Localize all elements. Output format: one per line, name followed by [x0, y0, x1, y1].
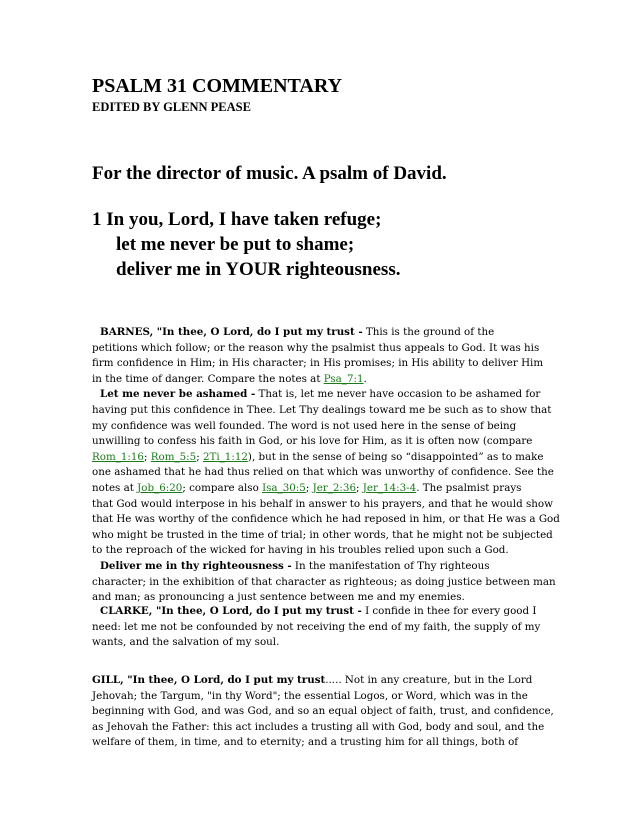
gill-text: ..... Not in any creature, but in the Lord [325, 674, 533, 686]
barnes-text: ; compare also [182, 481, 263, 494]
barnes-text: . [363, 372, 367, 385]
verse-line-2: let me never be put to shame; [116, 234, 355, 255]
separator: ; [144, 450, 151, 463]
barnes-line: firm confidence in Him; in His character; in His promises; in His ability to deliver Him [92, 357, 544, 370]
clarke-line: wants, and the salvation of my soul. [92, 636, 280, 649]
scripture-link-rom-1-16[interactable]: Rom_1:16 [92, 450, 144, 463]
barnes-line [92, 325, 552, 341]
scripture-link-jer-2-36[interactable]: Jer_2:36 [312, 481, 356, 494]
gill-label: GILL, "In thee, O Lord, do I put my trust [92, 674, 326, 686]
barnes-line: my confidence was well founded. The word is not used here in the sense of being [92, 419, 517, 432]
scripture-link-rom-5-5[interactable]: Rom_5:5 [150, 450, 197, 463]
gill-line [92, 673, 552, 689]
barnes-text: That is, let me never have occasion to be ashamed for [255, 388, 541, 401]
separator: ; [305, 481, 313, 494]
gill-line: welfare of them, in time, and to eternity; and a trusting him for all things, both of [92, 736, 519, 749]
barnes-line: petitions which follow; or the reason why the psalmist thus appeals to God. It was his [92, 341, 540, 354]
barnes-line [92, 372, 552, 388]
document-subtitle: EDITED BY GLENN PEASE [92, 100, 251, 114]
scripture-link-jer-14-3-4[interactable]: Jer_14:3-4 [362, 481, 417, 494]
separator: ; [196, 450, 203, 463]
verse-line-1: 1 In you, Lord, I have taken refuge; [92, 209, 382, 230]
clarke-commentary [92, 604, 552, 651]
barnes-line: one ashamed that he had thus relied on that which was unworthy of confidence. See the [92, 466, 554, 479]
barnes-line: to the reproach of the wicked for having in his troubles relied upon such a God. [92, 544, 509, 557]
scripture-link-isa-30-5[interactable]: Isa_30:5 [262, 481, 306, 494]
barnes-line: unwilling to confess his faith in God, or his love for Him, as it is often now (compare [92, 435, 533, 448]
clarke-label: CLARKE, "In thee, O Lord, do I put my trust - [100, 605, 362, 617]
scripture-link-job-6-20[interactable]: Job_6:20 [137, 481, 183, 494]
barnes-line: and man; as pronouncing a just sentence between me and my enemies. [92, 591, 465, 604]
document-title: PSALM 31 COMMENTARY [92, 75, 343, 97]
barnes-subheading-righteousness: Deliver me in thy righteousness - [100, 559, 292, 572]
gill-line: as Jehovah the Father: this act includes a trusting all with God, body and soul, and the [92, 720, 545, 733]
barnes-line: that God would interpose in his behalf in answer to his prayers, and that he would show [92, 497, 553, 510]
barnes-line [92, 450, 552, 466]
scripture-link-2ti-1-12[interactable]: 2Ti_1:12 [202, 450, 248, 463]
clarke-line [92, 604, 552, 620]
barnes-label: BARNES, "In thee, O Lord, do I put my trust - [100, 326, 363, 338]
barnes-text: This is the ground of the [362, 326, 495, 338]
barnes-line: character; in the exhibition of that character as righteous; as doing justice between man [92, 575, 556, 588]
gill-line: Jehovah; the Targum, "in thy Word"; the essential Logos, or Word, which was in the [92, 689, 528, 702]
barnes-text: In the manifestation of Thy righteous [291, 559, 490, 572]
psalm-heading: For the director of music. A psalm of David. [92, 163, 447, 184]
barnes-text: notes at [92, 481, 138, 494]
clarke-line: need: let me not be confounded by not receiving the end of my faith, the supply of my [92, 620, 541, 633]
barnes-text: . The psalmist prays [416, 481, 522, 494]
gill-line: beginning with God, and was God, and so an equal object of faith, trust, and confidence, [92, 705, 554, 718]
barnes-subheading-ashamed: Let me never be ashamed - [100, 388, 256, 401]
barnes-text: ), but in the sense of being so “disappointed” as to make [247, 450, 544, 463]
barnes-text: in the time of danger. Compare the notes at [92, 372, 324, 385]
barnes-line [92, 559, 552, 575]
barnes-line [92, 481, 552, 497]
clarke-text: I confide in thee for every good I [361, 605, 537, 617]
barnes-line: that He was worthy of the confidence which he had reposed in him, or that He was a God [92, 513, 560, 526]
gill-commentary [92, 673, 552, 751]
barnes-commentary [92, 325, 560, 606]
separator: ; [356, 481, 363, 494]
barnes-line [92, 387, 552, 403]
barnes-line: having put this confidence in Thee. Let Thy dealings toward me be such as to show that [92, 403, 552, 416]
scripture-link-psa-7-1[interactable]: Psa_7:1 [323, 372, 364, 385]
barnes-line: who might be trusted in the time of trial; in other words, that he might not be subjected [92, 528, 553, 541]
verse-block [92, 207, 400, 282]
verse-line-3: deliver me in YOUR righteousness. [116, 259, 401, 280]
